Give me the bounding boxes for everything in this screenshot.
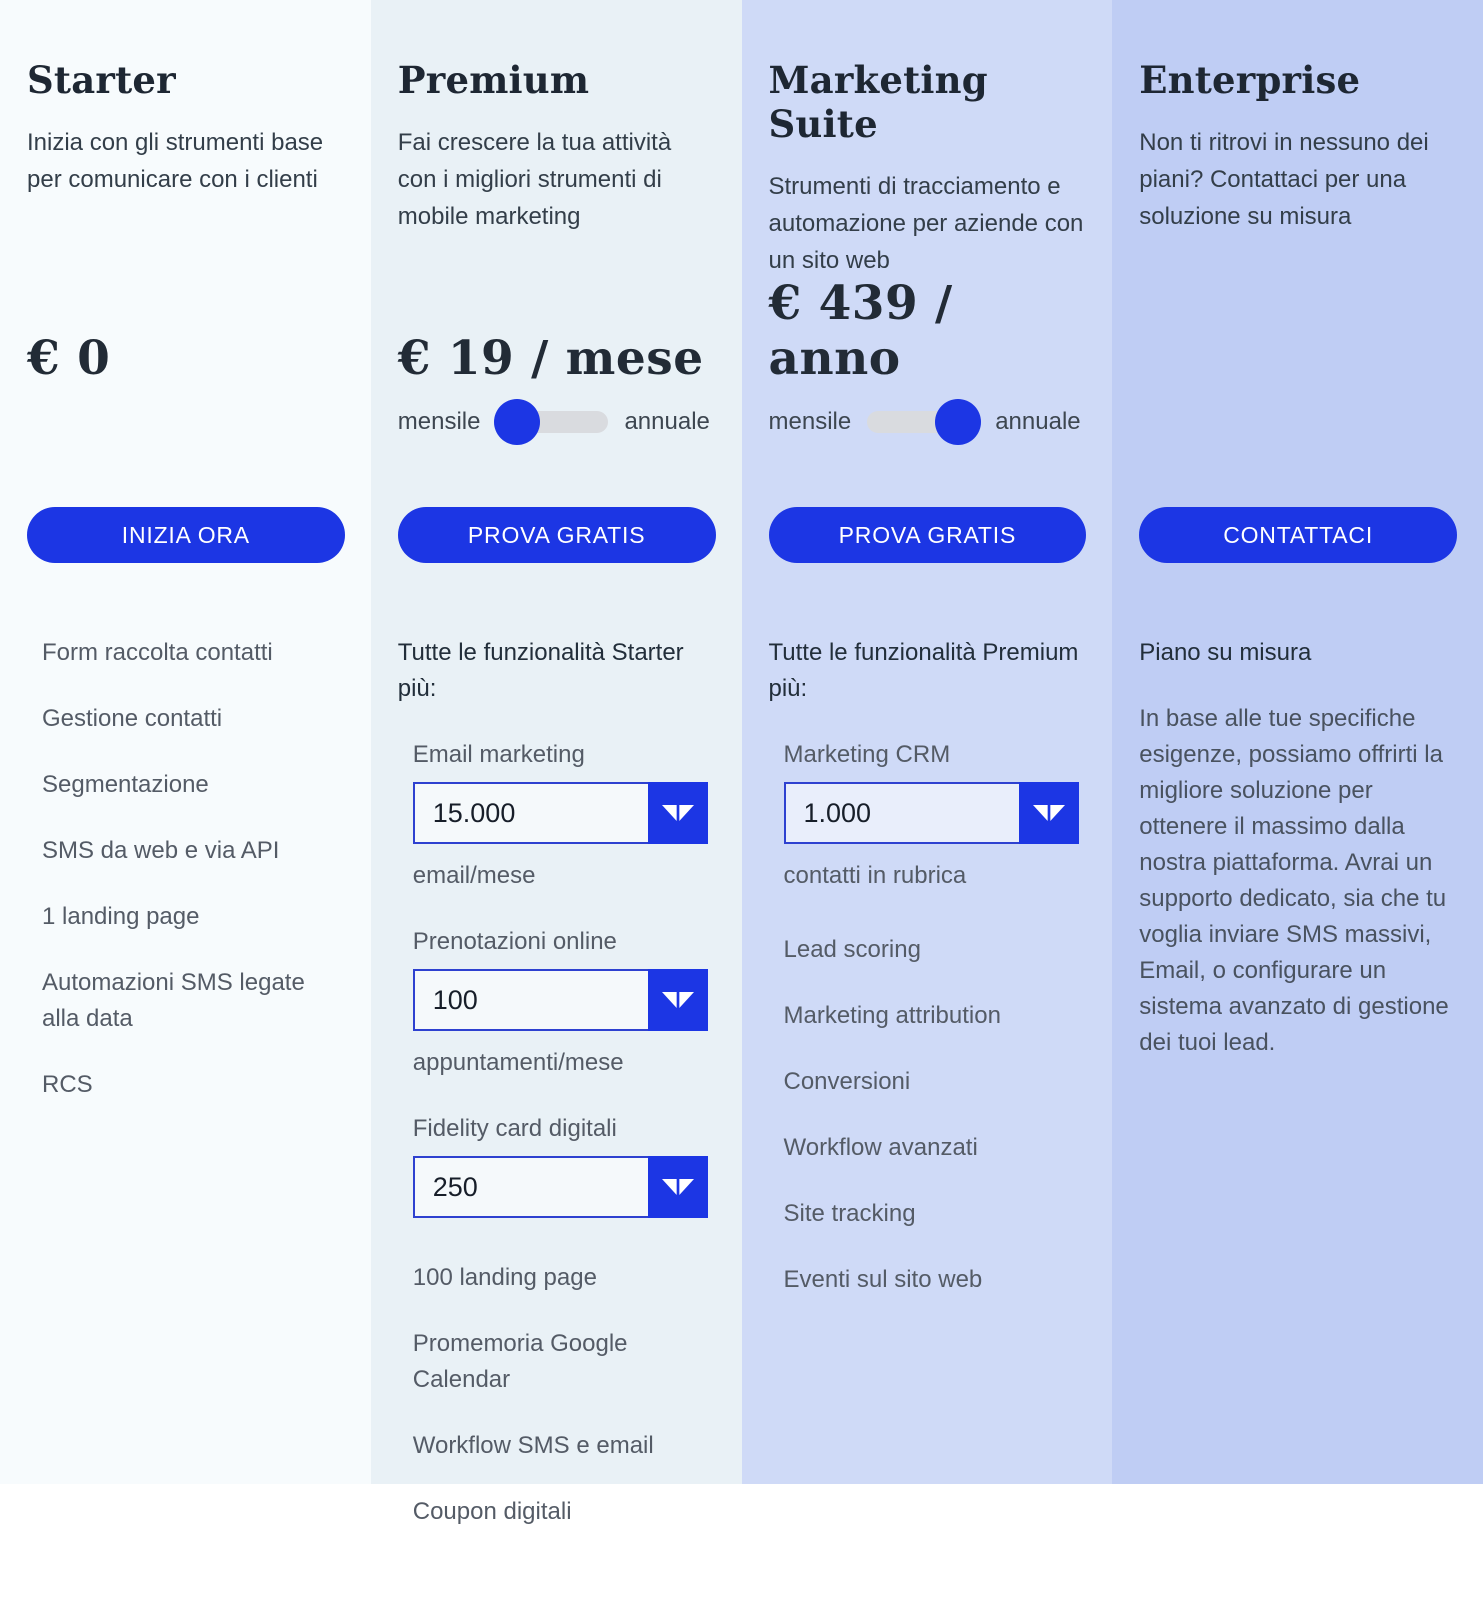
feature-item: Marketing attribution [783,1002,1001,1029]
feature-list [1139,635,1457,1101]
plan-description: Strumenti di tracciamento e automazione per aziende con un sito web [768,173,1084,274]
feature-list [398,635,716,1600]
chevron-down-icon[interactable] [648,1156,708,1218]
plan-description: Fai crescere la tua attività con i migliori strumenti di mobile marketing [397,129,672,230]
fidelity-select[interactable] [413,1156,708,1218]
select-value: 1.000 [803,797,872,828]
feature-item: Gestione contatti [42,705,223,732]
feature-item: Conversioni [783,1068,911,1095]
toggle-placeholder [1139,386,1457,458]
select-label: Marketing CRM [783,741,951,768]
features-heading: Tutte le funzionalità Premium più: [768,639,1079,702]
feature-item: Promemoria Google Calendar [412,1330,628,1393]
toggle-knob[interactable] [494,399,540,445]
plan-header [398,58,716,308]
feature-item: Workflow SMS e email [412,1432,654,1459]
billing-toggle-row [398,386,716,458]
select-caption: email/mese [412,862,536,889]
price-placeholder [1139,308,1457,386]
prenotazioni-group [398,924,716,1081]
features-heading: Tutte le funzionalità Starter più: [397,639,684,702]
feature-list [27,635,345,1173]
chevron-down-icon[interactable] [648,969,708,1031]
toggle-placeholder [27,386,345,458]
plan-price: € 19 / mese [397,331,704,386]
plan-card-starter [0,0,371,1484]
plan-card-premium [371,0,742,1525]
marketing-crm-select[interactable] [784,782,1079,844]
prenotazioni-select[interactable] [413,969,708,1031]
feature-item: RCS [42,1071,93,1098]
plan-price: € 439 / anno [768,276,953,386]
plan-header [769,58,1087,308]
prova-gratis-button[interactable]: PROVA GRATIS [769,507,1087,563]
plan-title-enterprise: Enterprise [1139,58,1361,102]
toggle-label-annuale: annuale [995,408,1081,435]
select-value: 100 [432,984,478,1015]
feature-item: Coupon digitali [412,1498,572,1525]
select-label: Fidelity card digitali [412,1115,617,1142]
plan-card-enterprise [1112,0,1483,1484]
feature-item: Form raccolta contatti [42,639,273,666]
plan-price: € 0 [27,331,111,386]
plan-title-marketing-suite: Marketing Suite [768,58,988,146]
plan-header [1139,58,1457,308]
plan-card-marketing-suite [742,0,1113,1484]
feature-item: SMS da web e via API [42,837,280,864]
email-marketing-group [398,737,716,894]
billing-toggle-row [769,386,1087,458]
email-marketing-select[interactable] [413,782,708,844]
plan-description: Non ti ritrovi in nessuno dei piani? Contattaci per una soluzione su misura [1139,129,1429,230]
feature-item: Segmentazione [42,771,209,798]
feature-item: Lead scoring [783,936,921,963]
select-caption: appuntamenti/mese [412,1049,624,1076]
plan-title-starter: Starter [27,58,176,102]
enterprise-body-text: In base alle tue specifiche esigenze, possiamo offrirti la migliore soluzione per ottenere il massimo dalla nostra piattaforma. Avrai un supporto dedicato, sia che tu voglia inviare SMS massivi, Email, o configurare un sistema avanzato di gestione dei tuoi lead. [1139,705,1449,1056]
chevron-down-icon[interactable] [648,782,708,844]
toggle-knob[interactable] [935,399,981,445]
feature-list [769,635,1087,1368]
prova-gratis-button[interactable]: PROVA GRATIS [398,507,716,563]
select-value: 15.000 [432,797,516,828]
inizia-ora-button[interactable]: INIZIA ORA [27,507,345,563]
feature-item: 100 landing page [412,1264,597,1291]
toggle-label-mensile: mensile [397,408,481,435]
toggle-label-annuale: annuale [624,408,710,435]
feature-item: Automazioni SMS legate alla data [42,969,305,1032]
plan-description: Inizia con gli strumenti base per comunicare con i clienti [27,129,324,193]
billing-toggle[interactable] [867,411,979,433]
contattaci-button[interactable]: CONTATTACI [1139,507,1457,563]
toggle-label-mensile: mensile [768,408,852,435]
feature-item: 1 landing page [42,903,200,930]
select-label: Email marketing [412,741,585,768]
billing-toggle[interactable] [496,411,608,433]
feature-item: Eventi sul sito web [783,1266,983,1293]
select-value: 250 [432,1171,478,1202]
plan-header [27,58,345,308]
marketing-crm-group [769,737,1087,894]
select-caption: contatti in rubrica [783,862,967,889]
features-heading: Piano su misura [1139,639,1312,666]
plan-title-premium: Premium [397,58,590,102]
select-label: Prenotazioni online [412,928,617,955]
fidelity-group [398,1111,716,1218]
feature-item: Workflow avanzati [783,1134,978,1161]
feature-item: Site tracking [783,1200,916,1227]
chevron-down-icon[interactable] [1019,782,1079,844]
